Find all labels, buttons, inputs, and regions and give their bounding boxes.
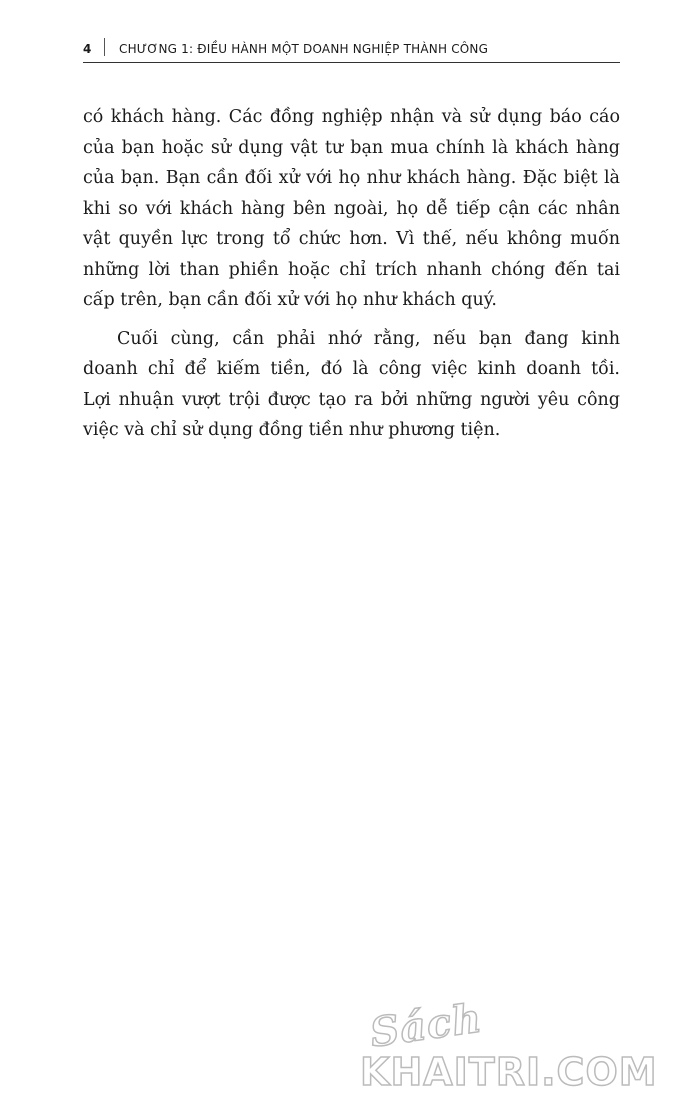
- text-line: của bạn hoặc sử dụng vật tư bạn mua chính là khách hàng: [83, 137, 620, 158]
- watermark-brand-text: KHAITRI.COM: [360, 1050, 658, 1094]
- text-line: khi so với khách hàng bên ngoài, họ dễ tiếp cận các nhân: [83, 198, 620, 219]
- chapter-title: CHƯƠNG 1: ĐIỀU HÀNH MỘT DOANH NGHIỆP THÀNH CÔNG: [119, 42, 489, 56]
- paragraph-2: [83, 324, 620, 446]
- text-line: doanh chỉ để kiếm tiền, đó là công việc kinh doanh tồi.: [83, 359, 620, 379]
- paragraph-1: [83, 102, 620, 316]
- text-line: cấp trên, bạn cần đối xử với họ như khách quý.: [83, 290, 497, 310]
- text-line: vật quyền lực trong tổ chức hơn. Vì thế, nếu không muốn: [83, 229, 620, 249]
- watermark-script-text: Sách: [367, 994, 485, 1057]
- text-line: của bạn. Bạn cần đối xử với họ như khách hàng. Đặc biệt là: [83, 168, 620, 188]
- text-line: những lời than phiền hoặc chỉ trích nhanh chóng đến tai: [83, 259, 620, 280]
- paragraph-gap: [83, 316, 620, 324]
- text-line: việc và chỉ sử dụng đồng tiền như phương tiện.: [83, 420, 501, 440]
- text-line: Lợi nhuận vượt trội được tạo ra bởi những người yêu công: [83, 389, 620, 410]
- running-head: [83, 38, 620, 63]
- text-line: có khách hàng. Các đồng nghiệp nhận và sử dụng báo cáo: [83, 107, 620, 127]
- text-line: Cuối cùng, cần phải nhớ rằng, nếu bạn đang kinh: [117, 328, 620, 349]
- body-text: [83, 102, 620, 446]
- watermark-logo: [360, 994, 690, 1102]
- page-number: 4: [83, 42, 92, 56]
- header-separator: [104, 38, 105, 56]
